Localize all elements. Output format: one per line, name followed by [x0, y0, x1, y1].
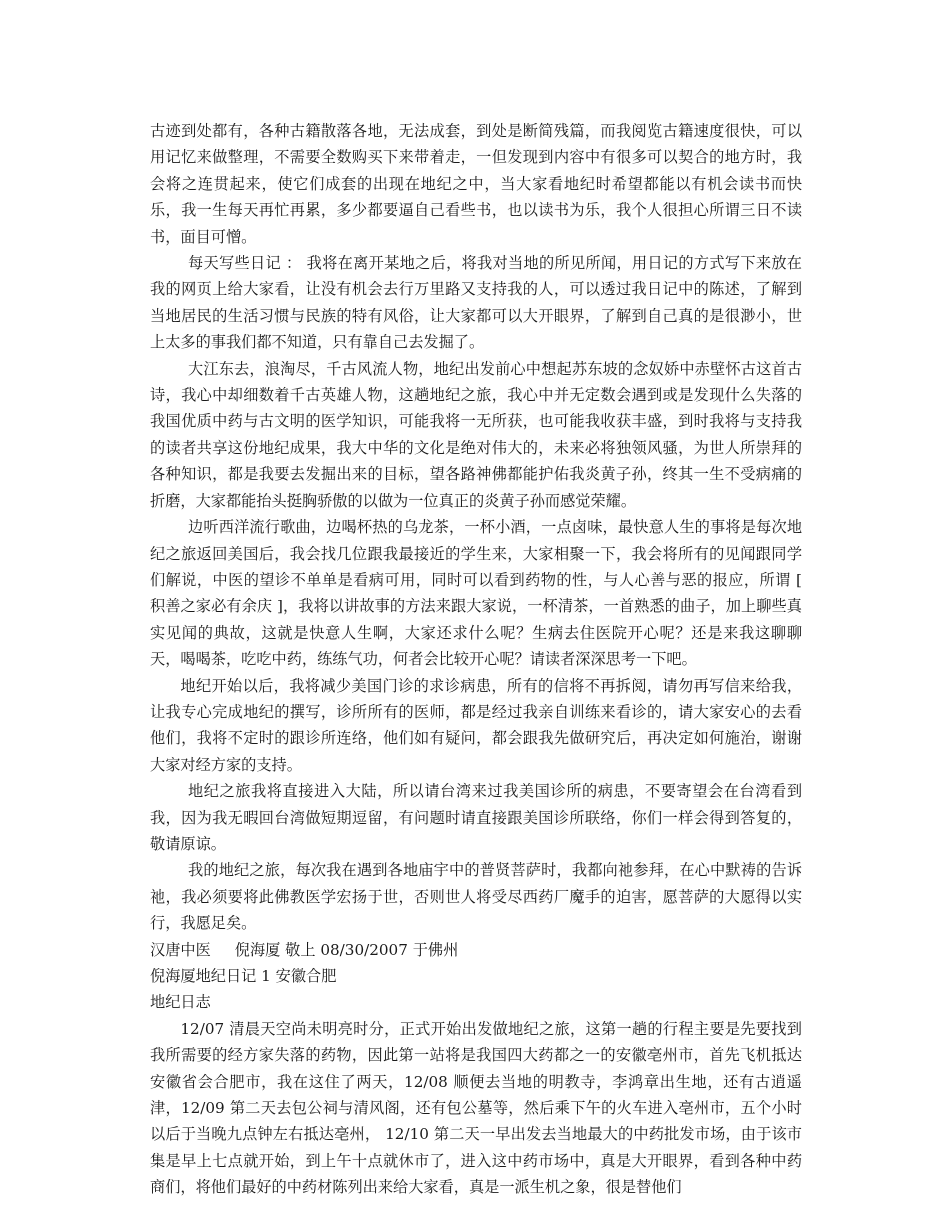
paragraph-great-river: 大江东去，浪淘尽，千古风流人物，地纪出发前心中想起苏东坡的念奴娇中赤壁怀古这首古诗，我心中却细数着千古英雄人物，这趟地纪之旅，我心中并无定数会遇到或是发现什么失落的我国优质中药与古文明的医学知识，可能我将一无所获，也可能我收获丰盛，到时我将与支持我的读者共享这份地纪成果，我大中华的文化是绝对伟大的，未来必将独领风骚，为世人所崇拜的各种知识，都是我要去发掘出来的目标，望各路神佛都能护佑我炎黄子孙，终其一生不受病痛的折磨，大家都能抬头挺胸骄傲的以做为一位真正的炎黄子孙而感觉荣耀。 — [150, 359, 802, 510]
paragraph-daily-diary: 每天写些日记 ： 我将在离开某地之后，将我对当地的所见所闻，用日记的方式写下来放在我的网页上给大家看，让没有机会去行万里路又支持我的人，可以透过我日记中的陈述，了解到当地居民的生活习惯与民族的特有风俗，让大家都可以大开眼界，了解到自己真的是很渺小，世上太多的事我们都不知道，只有靠自己去发掘了。 — [150, 254, 802, 352]
signature-author: 倪海厦 敬上 08/30/2007 于佛州 — [234, 940, 459, 959]
diary-subtitle: 地纪日志 — [150, 993, 211, 1012]
paragraph-clinic-notice: 地纪开始以后，我将减少美国门诊的求诊病患，所有的信将不再拆阅，请勿再写信来给我，让我专心完成地纪的撰写，诊所所有的医师，都是经过我亲自训练来看诊的，请大家安心的去看他们，我将不定时的跟诊所连络，他们如有疑问，都会跟我先做研究后，再决定如何施治，谢谢大家对经方家的支持。 — [150, 676, 802, 774]
paragraph-mainland-trip: 地纪之旅我将直接进入大陆，所以请台湾来过我美国诊所的病患，不要寄望会在台湾看到我，因为我无暇回台湾做短期逗留，有问题时请直接跟美国诊所联络，你们一样会得到答复的，敬请原谅。 — [150, 782, 802, 853]
diary-title: 倪海厦地纪日记 1 安徽合肥 — [150, 967, 337, 985]
signature-line — [150, 937, 802, 963]
signature-org: 汉唐中医 — [150, 940, 211, 959]
paragraph-bodhisattva: 我的地纪之旅，每次我在遇到各地庙宇中的普贤菩萨时，我都向祂参拜，在心中默祷的告诉祂，我必须要将此佛教医学宏扬于世，否则世人将受尽西药厂魔手的迫害，愿菩萨的大愿得以实行，我愿足矣。 — [150, 861, 802, 933]
paragraph-ancient-books: 古迹到处都有，各种古籍散落各地，无法成套，到处是断简残篇，而我阅览古籍速度很快，可以用记忆来做整理，不需要全数购买下来带着走，一但发现到内容中有很多可以契合的地方时，我会将之连贯起来，使它们成套的出现在地纪之中，当大家看地纪时希望都能以有机会读书而快乐，我一生每天再忙再累，多少都要逼自己看些书，也以读书为乐，我个人很担心所谓三日不读书，面目可憎。 — [150, 122, 802, 246]
diary-paragraph: 12/07 清晨天空尚未明亮时分，正式开始出发做地纪之旅，这第一趟的行程主要是先要找到我所需要的经方家失落的药物，因此第一站将是我国四大药都之一的安徽亳州市，首先飞机抵达安徽省会合肥市，我在这住了两天，12/08 顺便去当地的明教寺，李鸿章出生地，还有古逍遥津，12/09 第二天去包公祠与清风阁，还有包公墓等，然后乘下午的火车进入亳州市，五个小时以后于当晚九点钟左右抵达亳州， 12/10 第二天一早出发去当地最大的中药批发市场，由于该市集是早上七点就开始，到上午十点就休市了，进入这中药市场中，真是大开眼界，看到各种中药商们，将他们最好的中药材陈列出来给大家看，真是一派生机之象，很是替他们 — [150, 1019, 802, 1197]
paragraph-western-music: 边听西洋流行歌曲，边喝杯热的乌龙茶，一杯小酒，一点卤味，最快意人生的事将是每次地纪之旅返回美国后，我会找几位跟我最接近的学生来，大家相聚一下，我会将所有的见闻跟同学们解说，中医的望诊不单单是看病可用，同时可以看到药物的性，与人心善与恶的报应，所谓 [ 积善之家必有余庆 ]，我将以讲故事的方法来跟大家说，一杯清茶，一首熟悉的曲子，加上聊些真实见闻的典故，这就是快意人生啊，大家还求什么呢？生病去住医院开心呢？还是来我这聊聊天，喝喝茶，吃吃中药，练练气功，何者会比较开心呢？请读者深深思考一下吧。 — [150, 518, 802, 669]
document-page — [150, 118, 802, 1201]
